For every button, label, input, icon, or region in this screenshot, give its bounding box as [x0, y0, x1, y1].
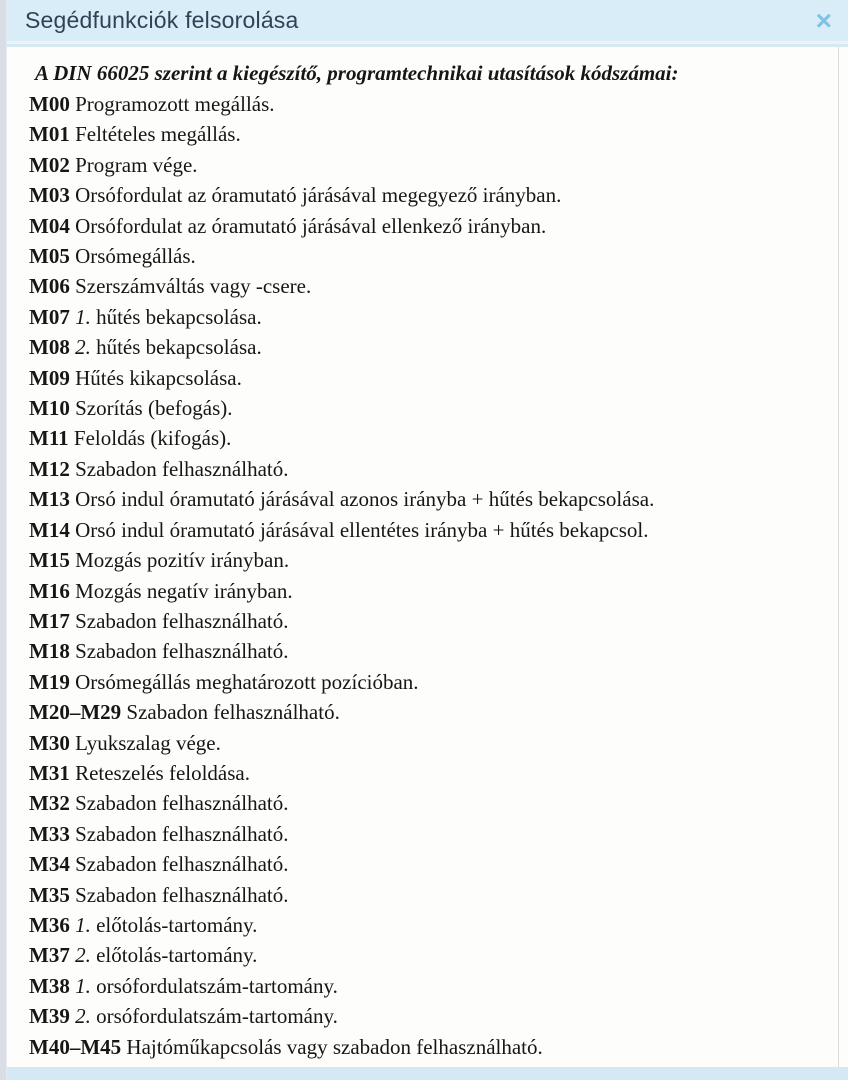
mcode-label: M19 — [29, 669, 70, 694]
mcode-description: Program vége. — [69, 152, 198, 177]
mcode-description: Szerszámváltás vagy -csere. — [69, 274, 312, 299]
mcode-ordinal: 1. — [69, 304, 91, 329]
mcode-row — [29, 788, 840, 818]
mcode-label: M37 — [29, 943, 70, 968]
mcode-description: Szabadon felhasználható. — [69, 608, 289, 633]
mcode-description: orsófordulatszám-tartomány. — [90, 1004, 338, 1029]
mcode-row — [29, 819, 840, 849]
mcode-description: Orsó indul óramutató járásával ellentétes irányba + hűtés bekapcsol. — [69, 517, 649, 542]
mcode-row — [29, 271, 840, 301]
mcode-row — [29, 971, 840, 1001]
mcode-label: M01 — [29, 122, 70, 147]
mcode-row — [29, 545, 840, 575]
mcode-row — [29, 697, 840, 727]
mcode-label: M38 — [29, 973, 70, 998]
mcode-label: M10 — [29, 396, 70, 421]
mcode-description: Hajtóműkapcsolás vagy szabadon felhasználható. — [121, 1034, 543, 1059]
page-edge-left — [0, 0, 7, 1080]
close-icon[interactable]: × — [815, 4, 832, 36]
mcode-ordinal: 1. — [69, 973, 91, 998]
dialog-titlebar — [7, 0, 848, 44]
mcode-description: Feloldás (kifogás). — [68, 426, 232, 451]
dialog-title: Segédfunkciók felsorolása — [25, 7, 299, 33]
mcode-description: Szabadon felhasználható. — [69, 821, 289, 846]
mcode-description: Szabadon felhasználható. — [121, 700, 340, 725]
mcode-row — [29, 1032, 840, 1062]
mcode-description: hűtés bekapcsolása. — [90, 335, 262, 360]
mcode-label: M35 — [29, 882, 70, 907]
mcode-row — [29, 910, 840, 940]
mcode-description: Orsómegállás. — [69, 244, 196, 269]
mcode-label: M08 — [29, 335, 70, 360]
mcode-description: Szabadon felhasználható. — [69, 852, 289, 877]
mcode-label: M12 — [29, 456, 70, 481]
mcode-row — [29, 119, 840, 149]
intro-line: A DIN 66025 szerint a kiegészítő, programtechnikai utasítások kódszámai: — [35, 61, 679, 85]
mcode-description: hűtés bekapcsolása. — [90, 304, 262, 329]
dialog-content — [7, 47, 848, 1068]
mcode-row — [29, 332, 840, 362]
mcode-description: előtolás-tartomány. — [90, 912, 258, 937]
mcode-row — [29, 363, 840, 393]
mcode-row — [29, 454, 840, 484]
mcode-description: Programozott megállás. — [69, 92, 275, 116]
auxiliary-functions-dialog — [7, 0, 848, 1080]
mcode-description: Reteszelés feloldása. — [69, 760, 250, 785]
mcode-description: Feltételes megállás. — [69, 122, 241, 147]
mcode-row — [29, 211, 840, 241]
mcode-label: M17 — [29, 608, 70, 633]
mcode-row — [29, 728, 840, 758]
mcode-description: Szabadon felhasználható. — [69, 639, 289, 664]
mcode-description: Orsómegállás meghatározott pozícióban. — [69, 669, 419, 694]
mcode-label: M11 — [29, 426, 69, 451]
mcode-row — [29, 758, 840, 788]
mcode-ordinal: 2. — [69, 1004, 91, 1029]
mcode-row — [29, 667, 840, 697]
mcode-ordinal: 2. — [69, 943, 91, 968]
mcode-description: Lyukszalag vége. — [69, 730, 221, 755]
mcode-description: Szorítás (befogás). — [69, 396, 233, 421]
mcode-ordinal: 2. — [69, 335, 91, 360]
mcode-description: előtolás-tartomány. — [90, 943, 258, 968]
mcode-label: M00 — [29, 92, 70, 116]
mcode-label: M13 — [29, 487, 70, 512]
mcode-row — [29, 89, 840, 119]
mcode-description: Szabadon felhasználható. — [69, 456, 289, 481]
mcode-label: M30 — [29, 730, 70, 755]
mcode-row — [29, 880, 840, 910]
mcode-label: M33 — [29, 821, 70, 846]
mcode-label: M39 — [29, 1004, 70, 1029]
mcode-description: Orsó indul óramutató járásával azonos irányba + hűtés bekapcsolása. — [69, 487, 655, 512]
mcode-label: M15 — [29, 548, 70, 573]
mcode-row — [29, 1001, 840, 1031]
mcode-row — [29, 515, 840, 545]
mcode-label: M03 — [29, 183, 70, 208]
mcode-row — [29, 241, 840, 271]
mcode-description: Hűtés kikapcsolása. — [69, 365, 242, 390]
mcode-label: M32 — [29, 791, 70, 816]
mcode-row — [29, 393, 840, 423]
mcode-description: Szabadon felhasználható. — [69, 791, 289, 816]
mcode-list — [29, 89, 840, 1062]
mcode-label: M36 — [29, 912, 70, 937]
mcode-description: Mozgás negatív irányban. — [69, 578, 293, 603]
mcode-row — [29, 484, 840, 514]
mcode-description: orsófordulatszám-tartomány. — [90, 973, 338, 998]
mcode-description: Mozgás pozitív irányban. — [69, 548, 290, 573]
mcode-row — [29, 606, 840, 636]
mcode-description: Szabadon felhasználható. — [69, 882, 289, 907]
mcode-label: M34 — [29, 852, 70, 877]
mcode-row — [29, 180, 840, 210]
mcode-label: M18 — [29, 639, 70, 664]
mcode-label: M09 — [29, 365, 70, 390]
mcode-description: Orsófordulat az óramutató járásával ellenkező irányban. — [69, 213, 547, 238]
scan-edge-line — [838, 47, 839, 1067]
mcode-ordinal: 1. — [69, 912, 91, 937]
mcode-label: M07 — [29, 304, 70, 329]
mcode-label: M02 — [29, 152, 70, 177]
mcode-row — [29, 636, 840, 666]
mcode-label: M05 — [29, 244, 70, 269]
mcode-row — [29, 940, 840, 970]
mcode-row — [29, 423, 840, 453]
mcode-label: M04 — [29, 213, 70, 238]
mcode-label: M06 — [29, 274, 70, 299]
mcode-row — [29, 150, 840, 180]
mcode-label: M31 — [29, 760, 70, 785]
mcode-row — [29, 576, 840, 606]
mcode-label: M40–M45 — [29, 1034, 122, 1059]
mcode-description: Orsófordulat az óramutató járásával megegyező irányban. — [69, 183, 562, 208]
mcode-label: M14 — [29, 517, 70, 542]
mcode-row — [29, 302, 840, 332]
mcode-label: M16 — [29, 578, 70, 603]
mcode-row — [29, 849, 840, 879]
mcode-label: M20–M29 — [29, 700, 122, 725]
